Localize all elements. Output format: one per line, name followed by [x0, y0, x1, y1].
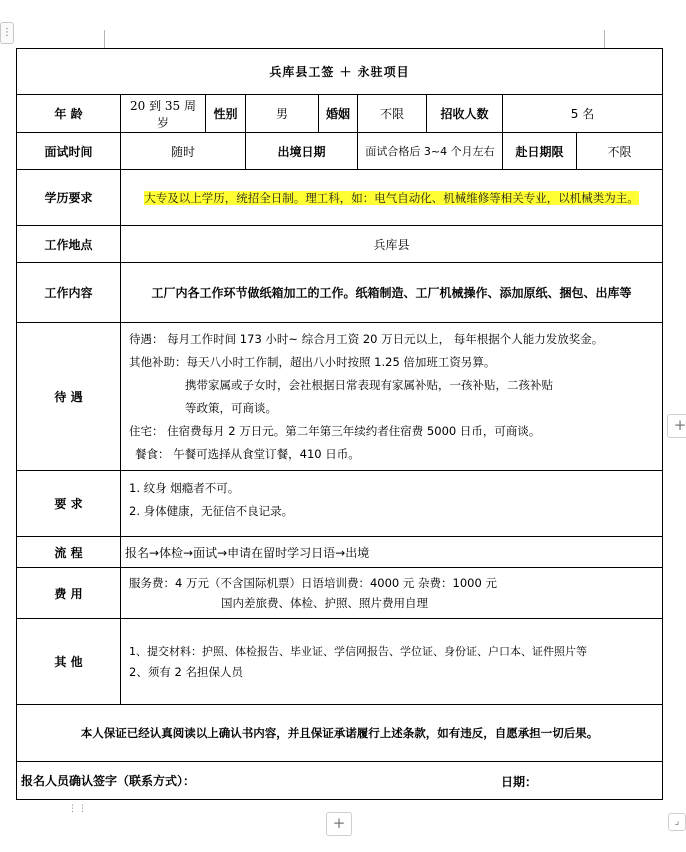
benefits-line: 等政策，可商谈。	[185, 400, 277, 415]
benefits-label: 待 遇	[17, 323, 121, 471]
age-label: 年 龄	[17, 95, 121, 133]
education-label: 学历要求	[17, 170, 121, 226]
benefits-line: 待遇： 每月工作时间 173 小时~ 综合月工资 20 万日元以上， 每年根据个人能力发放奖金。	[129, 331, 604, 346]
headcount-label: 招收人数	[427, 95, 503, 133]
benefits-line: 携带家属或子女时，会社根据日常表现有家属补贴，一孩补贴，二孩补贴	[185, 377, 553, 392]
requirement-item: 2. 身体健康，无征信不良记录。	[129, 504, 294, 518]
process-label: 流 程	[17, 537, 121, 568]
gender-label: 性别	[206, 95, 246, 133]
benefits-line: 其他补助：每天八小时工作制，超出八小时按照 1.25 倍加班工资另算。	[129, 354, 496, 369]
document-top-area	[0, 0, 686, 22]
job-content-value: 工厂内各工作环节做纸箱加工的工作。纸箱制造、工厂机械操作、添加原纸、捆包、出库等	[121, 263, 663, 323]
page-corner-mark-right	[604, 30, 623, 49]
fees-line-1: 服务费：4 万元（不含国际机票）日语培训费：4000 元 杂费：1000 元	[129, 576, 497, 590]
requirement-item: 1. 纹身 烟瘾者不可。	[129, 481, 240, 495]
work-location-label: 工作地点	[17, 226, 121, 263]
other-item: 2、须有 2 名担保人员	[129, 664, 243, 679]
interview-time-label: 面试时间	[17, 133, 121, 170]
benefits-content	[121, 323, 663, 471]
page-corner-mark-left	[86, 30, 105, 49]
other-label: 其 他	[17, 619, 121, 705]
benefits-line: 餐食： 午餐可选择从食堂订餐，410 日币。	[135, 446, 360, 461]
job-content-label: 工作内容	[17, 263, 121, 323]
departure-date-label: 出境日期	[246, 133, 358, 170]
signature-row	[17, 762, 663, 800]
process-value: 报名→体检→面试→申请在留时学习日语→出境	[121, 537, 663, 568]
fees-content	[121, 568, 663, 619]
date-label: 日期：	[501, 775, 538, 789]
requirements-label: 要 求	[17, 471, 121, 537]
left-drag-handle-icon[interactable]: ⋮	[0, 22, 14, 44]
marriage-label: 婚姻	[319, 95, 358, 133]
work-location-value: 兵库县	[121, 226, 663, 263]
add-row-button[interactable]: +	[326, 812, 352, 836]
fees-line-2: 国内差旅费、体检、护照、照片费用自理	[221, 596, 428, 610]
other-content	[121, 619, 663, 705]
form-title: 兵库县工签 ＋ 永驻项目	[17, 49, 663, 95]
requirements-content	[121, 471, 663, 537]
benefits-line: 住宅： 住宿费每月 2 万日元。第二年第三年续约者住宿费 5000 日币，可商谈。	[129, 423, 541, 438]
marriage-value: 不限	[358, 95, 427, 133]
application-form-table	[16, 48, 663, 800]
other-item: 1、提交材料：护照、体检报告、毕业证、学信网报告、学位证、身份证、户口本、证件照片等	[129, 644, 587, 658]
departure-date-value: 面试合格后 3~4 个月左右	[358, 133, 503, 170]
table-resize-icon[interactable]: ⌟	[668, 813, 686, 831]
stay-period-value: 不限	[577, 133, 663, 170]
fees-label: 费 用	[17, 568, 121, 619]
interview-time-value: 随时	[121, 133, 246, 170]
age-value: 20 到 35 周岁	[121, 95, 206, 133]
signature-label: 报名人员确认签字（联系方式）：	[21, 774, 196, 788]
stay-period-label: 赴日期限	[503, 133, 577, 170]
education-requirement: 大专及以上学历，统招全日制。理工科，如：电气自动化、机械维修等相关专业，以机械类为主。	[144, 190, 639, 205]
add-column-button[interactable]: +	[667, 414, 686, 438]
pledge-statement: 本人保证已经认真阅读以上确认书内容，并且保证承诺履行上述条款，如有违反，自愿承担一切后果。	[17, 705, 663, 762]
headcount-value: 5 名	[503, 95, 663, 133]
gender-value: 男	[246, 95, 319, 133]
table-move-handle-icon[interactable]: ⋮⋮	[68, 804, 88, 814]
